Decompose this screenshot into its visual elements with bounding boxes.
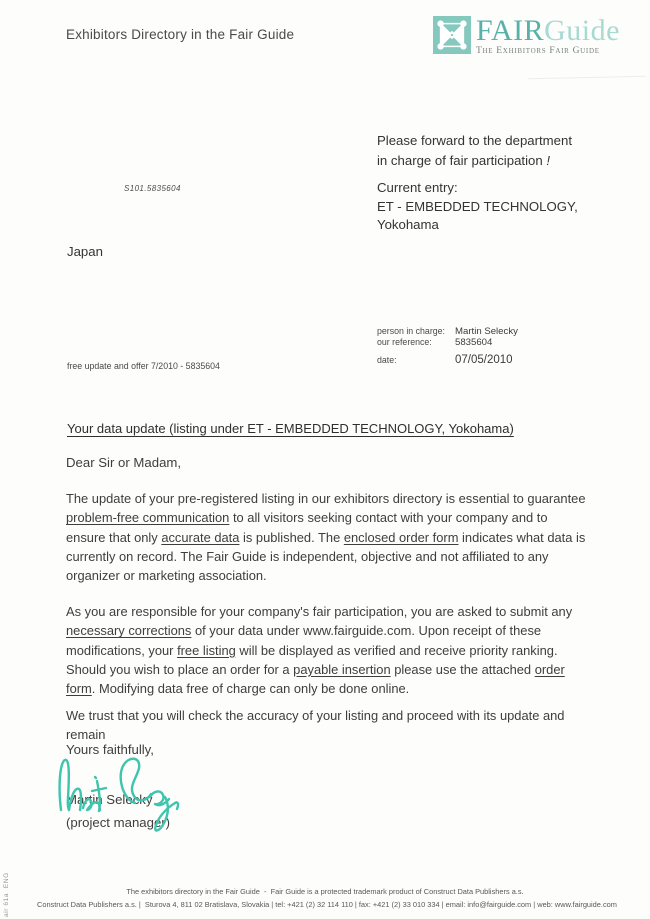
body-paragraph-3: We trust that you will check the accuracy of your listing and proceed with its update and remain: [66, 708, 565, 743]
brand-fair: FAIR: [476, 14, 545, 47]
date-row: [377, 355, 518, 366]
date-value: 07/05/2010: [455, 354, 513, 366]
person-in-charge-row: [377, 326, 518, 337]
fairguide-wordmark: [476, 16, 620, 46]
current-entry-city: Yokohama: [377, 217, 439, 232]
reference-code: S101.5835604: [124, 184, 181, 193]
closing-line: Yours faithfully,: [66, 742, 154, 757]
exclamation-mark: !: [546, 152, 551, 168]
fairguide-logo-icon: [433, 16, 471, 54]
our-reference-row: [377, 337, 518, 348]
brand-guide: Guide: [544, 14, 620, 47]
person-in-charge-label: person in charge:: [377, 326, 445, 336]
vertical-form-code: air 61a ENG: [3, 872, 10, 917]
fairguide-logo: [433, 16, 620, 57]
document-title: Exhibitors Directory in the Fair Guide: [66, 27, 295, 42]
logo-tagline: The Exhibitors Fair Guide: [476, 46, 600, 56]
forward-notice-line1: Please forward to the department: [377, 133, 572, 148]
our-reference-label: our reference:: [377, 337, 432, 347]
body-paragraph-1: The update of your pre-registered listing in our exhibitors directory is essential to guarantee problem-free communication to all visitors seeking contact with your company and to ensure that only accurate data is published. The enclosed order form indicates what data is currently on record. The Fair Guide is independent, objective and not affiliated to any organizer or marketing association.: [66, 491, 586, 584]
addressee-country: Japan: [67, 244, 103, 259]
forward-notice-line2: in charge of fair participation !: [377, 152, 551, 168]
footer-trademark-line: The exhibitors directory in the Fair Guide - Fair Guide is a protected trademark product of Construct Data Publishers a.s.: [126, 887, 524, 896]
forward-notice: [377, 131, 572, 170]
signatory-role: (project manager): [66, 815, 171, 830]
current-entry-label: Current entry:: [377, 180, 458, 195]
footer-contact-line: Construct Data Publishers a.s. | Sturova 4, 811 02 Bratislava, Slovakia | tel: +421 (2) 32 114 110 | fax: +421 (2) 33 010 334 | email: info@fairguide.com | web: www.fairguide.com: [37, 900, 617, 909]
our-reference-value: 5835604: [455, 337, 493, 348]
salutation: Dear Sir or Madam,: [66, 455, 182, 470]
handwritten-signature: [56, 748, 184, 840]
subject-line: Your data update (listing under ET - EMBEDDED TECHNOLOGY, Yokohama): [67, 421, 514, 436]
body-paragraph-2: As you are responsible for your company's fair participation, you are asked to submit any necessary corrections of your data under www.fairguide.com. Upon receipt of these modifications, your free listing will be displayed as verified and receive priority ranking. Should you wish to place an order for a payable insertion please use the attached order form. Modifying data free of charge can only be done online.: [66, 604, 573, 697]
reference-block: [377, 326, 518, 366]
date-label: date:: [377, 355, 397, 365]
fairguide-logo-text: [476, 16, 620, 57]
signatory-name: Martin Selecky: [66, 792, 153, 807]
current-entry-company: ET - EMBEDDED TECHNOLOGY,: [377, 198, 578, 214]
person-in-charge-value: Martin Selecky: [455, 326, 518, 337]
scan-fold-artifact: [528, 76, 646, 79]
current-entry-block: [377, 179, 578, 235]
offer-side-note: free update and offer 7/2010 - 5835604: [67, 361, 220, 371]
